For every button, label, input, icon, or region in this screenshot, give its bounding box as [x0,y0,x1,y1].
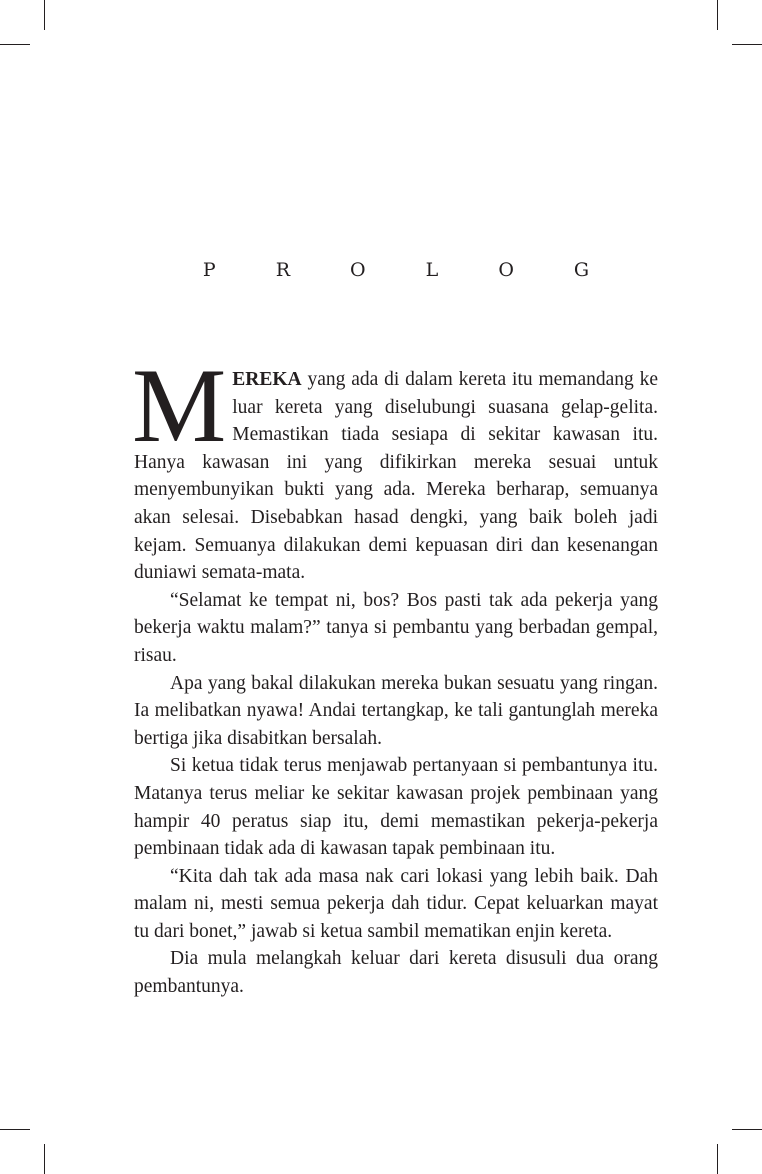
paragraph: Apa yang bakal dilakukan mereka bukan sesuatu yang ringan. Ia melibatkan nyawa! Andai tertangkap, ke tali gantunglah mereka bertiga jika disabitkan bersalah. [134,672,658,749]
crop-mark-bottom-right-vertical [717,1144,718,1174]
body-text [132,347,658,1001]
opening-lead-word: EREKA [232,369,302,390]
paragraph: Dia mula melangkah keluar dari kereta disusuli dua orang pembantunya. [134,948,658,998]
paragraph: Si ketua tidak terus menjawab pertanyaan si pembantunya itu. Matanya terus meliar ke sekitar kawasan projek pembinaan yang hampir 40 peratus siap itu, demi memastikan pekerja-pekerja pembinaan tidak ada di kawasan tapak pembinaan itu. [134,755,658,860]
crop-mark-top-right-vertical [717,0,718,30]
crop-mark-top-right-horizontal [732,44,762,45]
paragraph: “Selamat ke tempat ni, bos? Bos pasti tak ada pekerja yang bekerja waktu malam?” tanya si pembantu yang berbadan gempal, risau. [134,589,658,666]
opening-text: yang ada di dalam kereta itu memandang ke luar kereta yang diselubungi suasana gelap-gelita. Memastikan tiada sesiapa di sekitar kawasan itu. Hanya kawasan ini yang difikirkan mereka sesuai untuk menyembunyikan bukti yang ada. Mereka berharap, semuanya akan selesai. Disebabkan hasad dengki, yang baik boleh jadi kejam. Semuanya dilakukan demi kepuasan diri dan kesenangan duniawi semata-mata. [134,369,658,584]
opening-paragraph [132,347,658,587]
crop-mark-top-left-vertical [44,0,45,30]
crop-mark-bottom-left-vertical [44,1144,45,1174]
crop-mark-bottom-left-horizontal [0,1129,30,1130]
chapter-title: P R O L O G [202,259,617,281]
paragraph: “Kita dah tak ada masa nak cari lokasi yang lebih baik. Dah malam ni, mesti semua pekerja dah tidur. Cepat keluarkan mayat tu dari bonet,” jawab si ketua sambil mematikan enjin kereta. [134,865,658,942]
crop-mark-top-left-horizontal [0,44,30,45]
crop-mark-bottom-right-horizontal [732,1129,762,1130]
drop-cap: M [132,347,227,464]
